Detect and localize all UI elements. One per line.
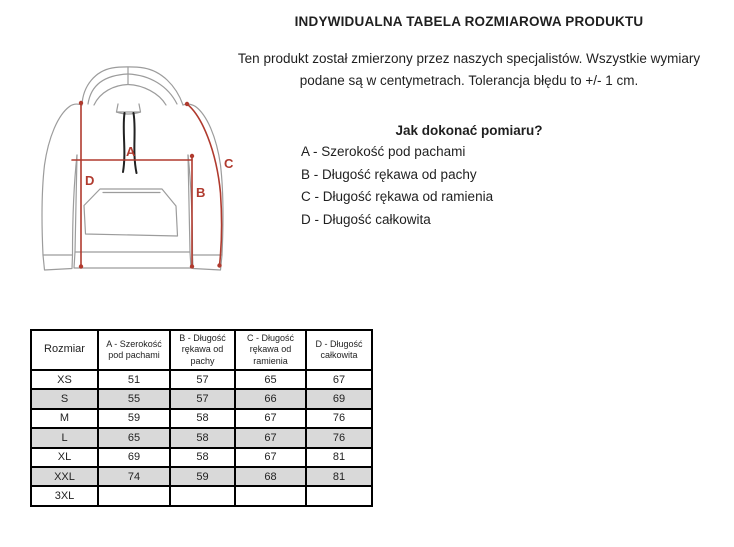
col-header-d: D - Długość całkowita [306,330,372,370]
measure-value-cell: 81 [306,448,372,467]
guide-item-c: C - Długość rękawa od ramienia [301,189,494,204]
size-cell: L [31,428,98,447]
measure-value-cell: 57 [170,370,235,389]
col-header-a: A - Szerokość pod pachami [98,330,170,370]
page-title: INDYWIDUALNA TABELA ROZMIAROWA PRODUKTU [294,14,644,29]
table-row [31,486,372,505]
measure-value-cell: 68 [235,467,306,486]
table-row [31,370,372,389]
measure-value-cell [306,486,372,505]
measure-value-cell: 58 [170,409,235,428]
guide-item-a: A - Szerokość pod pachami [301,144,466,159]
guide-item-b: B - Długość rękawa od pachy [301,166,477,182]
table-row [31,389,372,408]
hoodie-diagram [20,55,240,300]
col-header-rozmiar: Rozmiar [31,330,98,370]
label-d: D [85,173,95,188]
measure-value-cell: 55 [98,389,170,408]
label-a: A [126,144,136,159]
measure-value-cell: 65 [235,370,306,389]
table-row [31,428,372,447]
size-cell: XS [31,370,98,389]
label-b: B [196,185,206,200]
intro-paragraph [237,48,701,92]
size-cell: XL [31,448,98,467]
measure-value-cell [98,486,170,505]
size-table-body [31,370,372,506]
measure-value-cell: 59 [98,409,170,428]
measure-value-cell: 74 [98,467,170,486]
drawstring [123,113,137,173]
col-header-c: C - Długość rękawa od ramienia [235,330,306,370]
measure-value-cell: 58 [170,448,235,467]
measure-value-cell: 66 [235,389,306,408]
size-cell: 3XL [31,486,98,505]
col-header-b: B - Długość rękawa od pachy [170,330,235,370]
table-row [31,409,372,428]
measure-value-cell: 76 [306,428,372,447]
size-cell: M [31,409,98,428]
size-cell: XXL [31,467,98,486]
hoodie-outline [42,67,223,270]
measure-value-cell: 67 [306,370,372,389]
measure-value-cell: 67 [235,428,306,447]
measure-value-cell: 57 [170,389,235,408]
measurement-labels [85,144,234,200]
measure-value-cell [170,486,235,505]
measure-guide-heading: Jak dokonać pomiaru? [395,123,543,138]
measure-value-cell: 67 [235,448,306,467]
measure-value-cell: 65 [98,428,170,447]
text-content [237,14,701,231]
measure-value-cell: 59 [170,467,235,486]
measure-value-cell: 58 [170,428,235,447]
measure-guide-list [237,141,701,231]
size-table [30,329,373,507]
measure-value-cell: 69 [98,448,170,467]
measure-value-cell: 51 [98,370,170,389]
measure-value-cell: 76 [306,409,372,428]
guide-item-d: D - Długość całkowita [301,211,431,227]
table-header-row [31,330,372,370]
measure-value-cell [235,486,306,505]
measure-value-cell: 69 [306,389,372,408]
table-row [31,448,372,467]
intro-line-2: podane są w centymetrach. Tolerancja błędu to +/- 1 cm. [299,73,639,88]
measure-value-cell: 67 [235,409,306,428]
intro-line-1: Ten produkt został zmierzony przez naszych specjalistów. Wszystkie wymiary [237,51,701,66]
table-row [31,467,372,486]
measure-value-cell: 81 [306,467,372,486]
size-cell: S [31,389,98,408]
label-c: C [224,156,234,171]
